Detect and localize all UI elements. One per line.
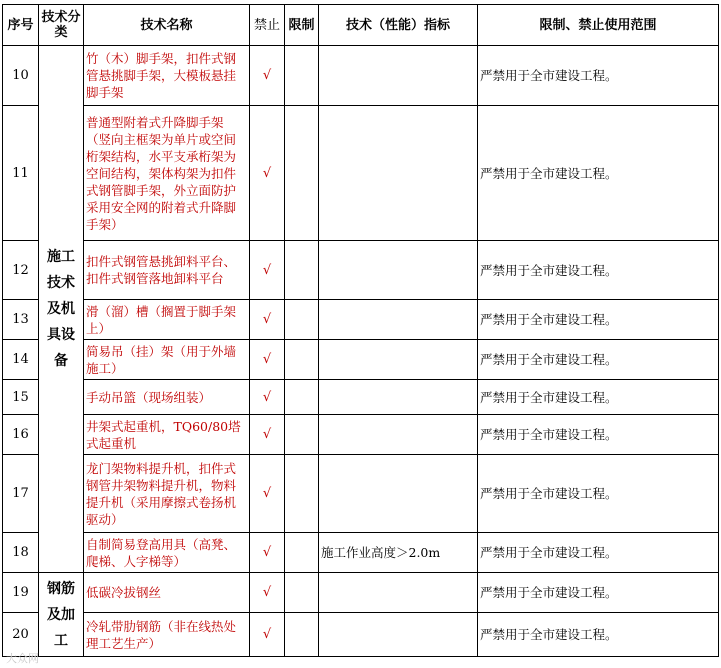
row-scope: 严禁用于全市建设工程。 [478, 380, 719, 415]
row-spec [319, 241, 478, 300]
row-no: 16 [3, 415, 39, 455]
watermark-text: 大众网 [6, 652, 39, 665]
row-scope: 严禁用于全市建设工程。 [478, 340, 719, 380]
row-spec [319, 613, 478, 657]
row-scope: 严禁用于全市建设工程。 [478, 573, 719, 613]
table-row [3, 415, 719, 455]
table-row [3, 106, 719, 241]
row-scope: 严禁用于全市建设工程。 [478, 415, 719, 455]
header-name: 技术名称 [84, 5, 250, 46]
row-limit [285, 380, 319, 415]
row-ban: √ [250, 340, 285, 380]
row-limit [285, 613, 319, 657]
regulation-table [2, 4, 719, 657]
row-ban: √ [250, 613, 285, 657]
row-limit [285, 533, 319, 573]
row-name: 冷轧带肋钢筋（非在线热处理工艺生产） [84, 613, 250, 657]
row-name: 井架式起重机，TQ60/80塔式起重机 [84, 415, 250, 455]
row-spec [319, 46, 478, 106]
header-category: 技术分类 [39, 5, 84, 46]
row-ban: √ [250, 106, 285, 241]
row-no: 19 [3, 573, 39, 613]
table-row [3, 455, 719, 533]
row-spec [319, 415, 478, 455]
row-limit [285, 300, 319, 340]
row-scope: 严禁用于全市建设工程。 [478, 46, 719, 106]
row-scope: 严禁用于全市建设工程。 [478, 455, 719, 533]
header-ban: 禁止 [250, 5, 285, 46]
row-name: 普通型附着式升降脚手架（竖向主框架为单片或空间桁架结构，水平支承桁架为空间结构，架体构架为扣件式钢管脚手架，外立面防护采用安全网的附着式升降脚手架） [84, 106, 250, 241]
row-limit [285, 106, 319, 241]
table-row [3, 613, 719, 657]
table-row [3, 380, 719, 415]
row-limit [285, 573, 319, 613]
row-no: 12 [3, 241, 39, 300]
category-construction: 施工技术及机具设备 [39, 46, 84, 573]
table-row [3, 573, 719, 613]
row-no: 15 [3, 380, 39, 415]
row-name: 低碳冷拔钢丝 [84, 573, 250, 613]
row-scope: 严禁用于全市建设工程。 [478, 241, 719, 300]
row-no: 20 [3, 613, 39, 657]
header-row [3, 5, 719, 46]
row-limit [285, 46, 319, 106]
row-no: 18 [3, 533, 39, 573]
row-ban: √ [250, 300, 285, 340]
row-spec [319, 106, 478, 241]
header-spec: 技术（性能）指标 [319, 5, 478, 46]
row-limit [285, 455, 319, 533]
row-limit [285, 340, 319, 380]
table-row [3, 300, 719, 340]
header-no: 序号 [3, 5, 39, 46]
row-name: 龙门架物料提升机，扣件式钢管井架物料提升机，物料提升机（采用摩擦式卷扬机驱动） [84, 455, 250, 533]
row-scope: 严禁用于全市建设工程。 [478, 613, 719, 657]
row-spec [319, 573, 478, 613]
row-no: 13 [3, 300, 39, 340]
row-ban: √ [250, 46, 285, 106]
row-scope: 严禁用于全市建设工程。 [478, 106, 719, 241]
row-ban: √ [250, 241, 285, 300]
row-spec: 施工作业高度＞2.0m [319, 533, 478, 573]
row-name: 竹（木）脚手架，扣件式钢管悬挑脚手架，大模板悬挂脚手架 [84, 46, 250, 106]
header-limit: 限制 [285, 5, 319, 46]
row-name: 滑（溜）槽（搁置于脚手架上） [84, 300, 250, 340]
row-spec [319, 455, 478, 533]
row-ban: √ [250, 380, 285, 415]
row-no: 14 [3, 340, 39, 380]
row-name: 自制简易登高用具（高凳、爬梯、人字梯等） [84, 533, 250, 573]
row-name: 扣件式钢管悬挑卸料平台、扣件式钢管落地卸料平台 [84, 241, 250, 300]
row-ban: √ [250, 573, 285, 613]
row-no: 17 [3, 455, 39, 533]
row-ban: √ [250, 533, 285, 573]
row-limit [285, 241, 319, 300]
table-row [3, 533, 719, 573]
row-scope: 严禁用于全市建设工程。 [478, 533, 719, 573]
row-no: 10 [3, 46, 39, 106]
table-row [3, 241, 719, 300]
row-ban: √ [250, 415, 285, 455]
table-row [3, 340, 719, 380]
row-ban: √ [250, 455, 285, 533]
row-scope: 严禁用于全市建设工程。 [478, 300, 719, 340]
header-scope: 限制、禁止使用范围 [478, 5, 719, 46]
row-spec [319, 340, 478, 380]
table-row [3, 46, 719, 106]
row-name: 手动吊篮（现场组装） [84, 380, 250, 415]
row-spec [319, 380, 478, 415]
row-spec [319, 300, 478, 340]
category-rebar: 钢筋及加工 [39, 573, 84, 657]
row-limit [285, 415, 319, 455]
row-no: 11 [3, 106, 39, 241]
row-name: 简易吊（挂）架（用于外墙施工） [84, 340, 250, 380]
